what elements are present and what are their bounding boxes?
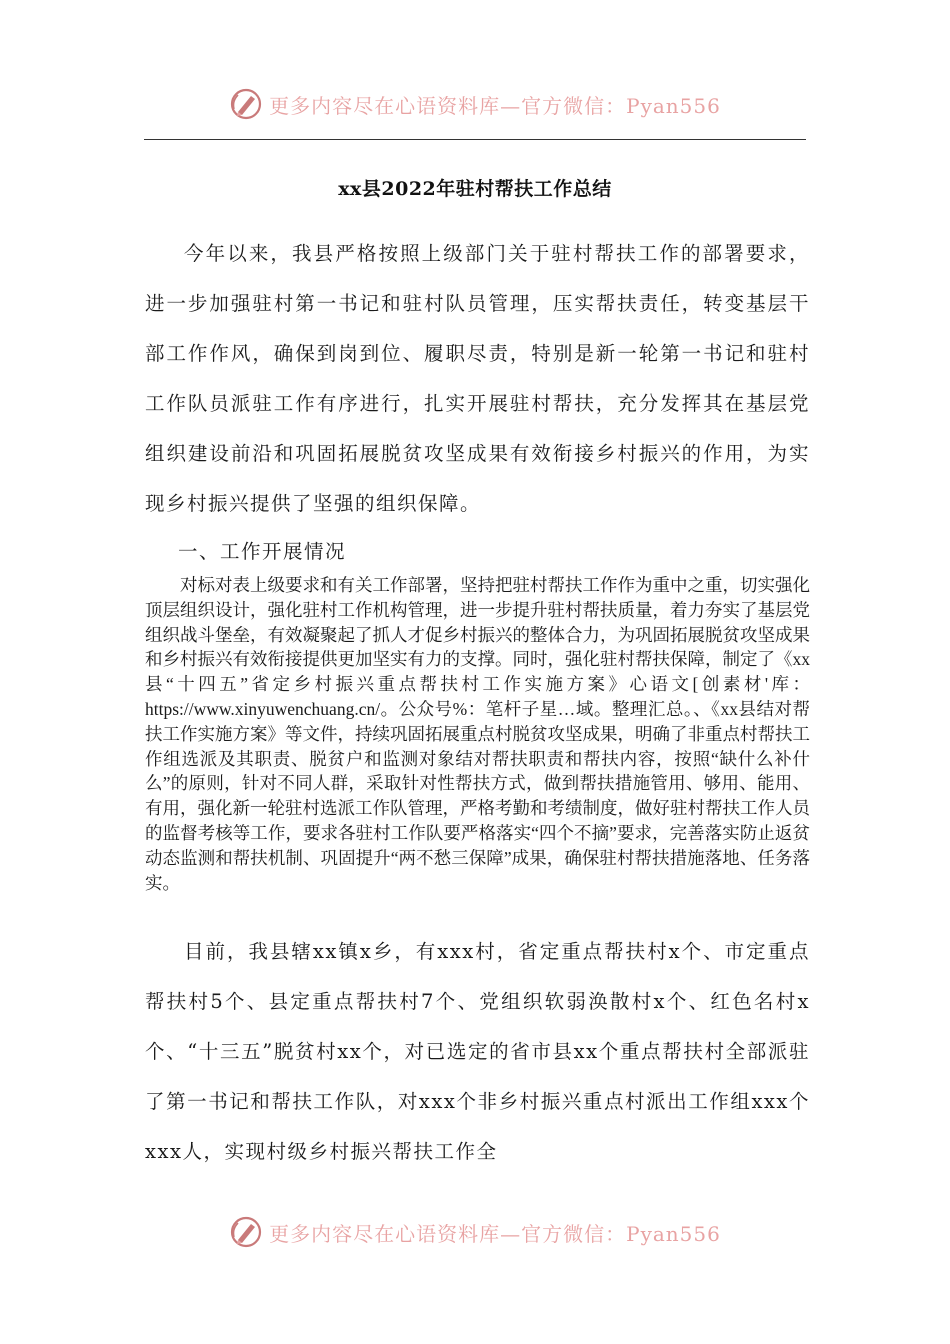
- pen-in-circle-icon: [229, 1215, 263, 1249]
- header-divider: [144, 139, 806, 140]
- pen-in-circle-icon: [229, 87, 263, 121]
- document-title: xx县2022年驻村帮扶工作总结: [338, 178, 612, 200]
- header-watermark-text: 更多内容尽在心语资料库—官方微信：Pyan556: [269, 93, 721, 118]
- footer-watermark-banner: [0, 1212, 950, 1252]
- footer-watermark-text: 更多内容尽在心语资料库—官方微信：Pyan556: [269, 1221, 721, 1246]
- body-paragraph-statistics: 目前，我县辖xx镇x乡，有xxx村，省定重点帮扶村x个、市定重点帮扶村5个、县定重点帮扶村7个、党组织软弱涣散村x个、红色名村x个、“十三五”脱贫村xx个，对已选定的省市县xx个重点帮扶村全部派驻了第一书记和帮扶工作队，对xxx个非乡村振兴重点村派出工作组xxx个xxx人，实现村级乡村振兴帮扶工作全: [145, 940, 810, 1163]
- body-paragraph: 对标对表上级要求和有关工作部署，坚持把驻村帮扶工作作为重中之重，切实强化顶层组织设计，强化驻村工作机构管理，进一步提升驻村帮扶质量，着力夯实了基层党组织战斗堡垒，有效凝聚起了抓人才促乡村振兴的整体合力，为巩固拓展脱贫攻坚成果和乡村振兴有效衔接提供更加坚实有力的支撑。同时，强化驻村帮扶保障，制定了《xx县“十四五”省定乡村振兴重点帮扶村工作实施方案》心语文[创素材'库：https://www.xinyuwenchuang.cn/。公众号%：笔杆子星…域。整理汇总。、《xx县结对帮扶工作实施方案》等文件，持续巩固拓展重点村脱贫攻坚成果，明确了非重点村帮扶工作组选派及其职责、脱贫户和监测对象结对帮扶职责和帮扶内容，按照“缺什么补什么”的原则，针对不同人群，采取针对性帮扶方式，做到帮扶措施管用、够用、能用、有用，强化新一轮驻村选派工作队管理，严格考勤和考绩制度，做好驻村帮扶工作人员的监督考核等工作，要求各驻村工作队要严格落实“四个不摘”要求，完善落实防止返贫动态监测和帮扶机制、巩固提升“两不愁三保障”成果，确保驻村帮扶措施落地、任务落实。: [145, 575, 810, 893]
- intro-paragraph: 今年以来，我县严格按照上级部门关于驻村帮扶工作的部署要求，进一步加强驻村第一书记和驻村队员管理，压实帮扶责任，转变基层干部工作作风，确保到岗到位、履职尽责，特别是新一轮第一书记和驻村工作队员派驻工作有序进行，扎实开展驻村帮扶，充分发挥其在基层党组织建设前沿和巩固拓展脱贫攻坚成果有效衔接乡村振兴的作用，为实现乡村振兴提供了坚强的组织保障。: [145, 242, 810, 515]
- section-heading: 一、工作开展情况: [178, 540, 347, 563]
- header-watermark-banner: [0, 84, 950, 124]
